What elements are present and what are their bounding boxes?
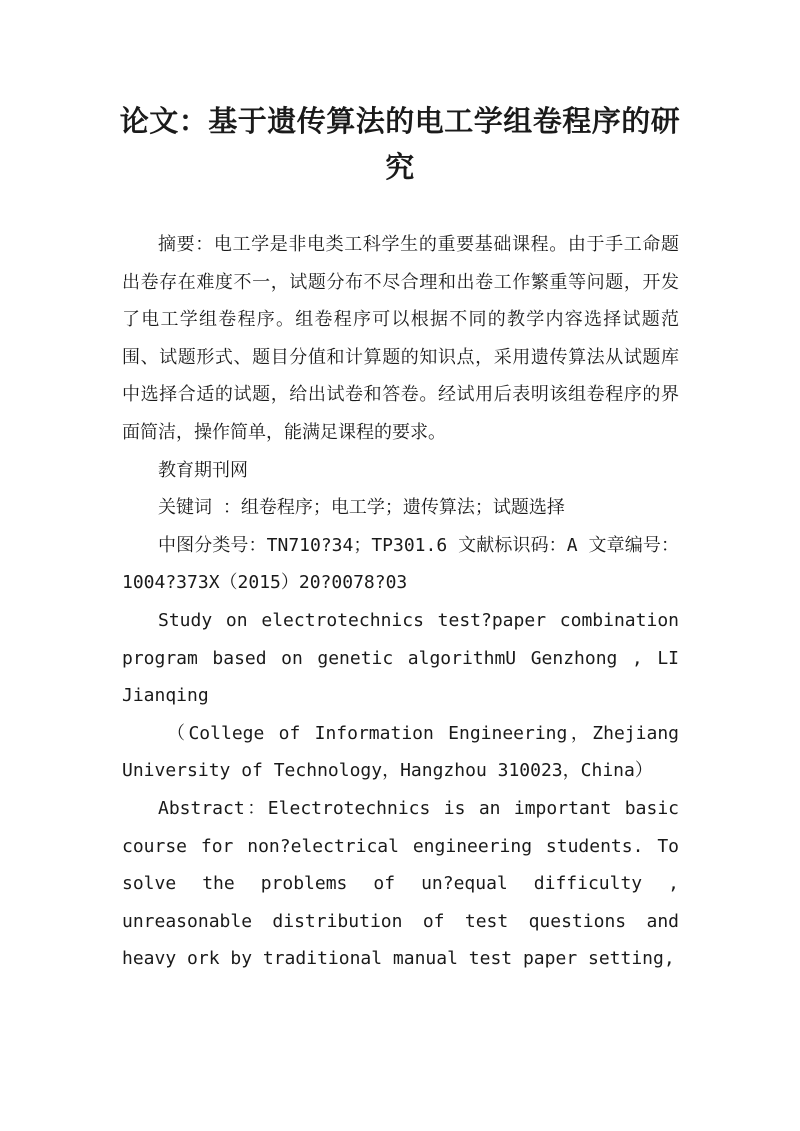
source-line: 教育期刊网	[158, 459, 248, 481]
english-affiliation: （College of Information Engineering，Zhejiang University of Technology，Hangzhou 310023，China）	[122, 722, 679, 782]
document-body	[122, 226, 679, 978]
english-abstract: Abstract：Electrotechnics is an important basic course for non?electrical engineering students. To solve the problems of un?equal difficulty , unreasonable distribution of test questions and heavy ork by traditional manual test paper setting,	[122, 797, 679, 970]
english-title: Study on electrotechnics test?paper combination program based on genetic algorithmU Genzhong , LI Jianqing	[122, 609, 679, 707]
classification-line: 中图分类号：TN710?34；TP301.6 文献标识码：A 文章编号：1004?373X（2015）20?0078?03	[122, 534, 679, 594]
abstract-cn: 摘要：电工学是非电类工科学生的重要基础课程。由于手工命题出卷存在难度不一，试题分布不尽合理和出卷工作繁重等问题，开发了电工学组卷程序。组卷程序可以根据不同的教学内容选择试题范围、试题形式、题目分值和计算题的知识点，采用遗传算法从试题库中选择合适的试题，给出试卷和答卷。经试用后表明该组卷程序的界面简洁，操作简单，能满足课程的要求。	[122, 234, 679, 443]
keywords-line: 关键词 ：组卷程序；电工学；遗传算法；试题选择	[158, 497, 565, 519]
document-title: 论文：基于遗传算法的电工学组卷程序的研究	[119, 104, 681, 184]
